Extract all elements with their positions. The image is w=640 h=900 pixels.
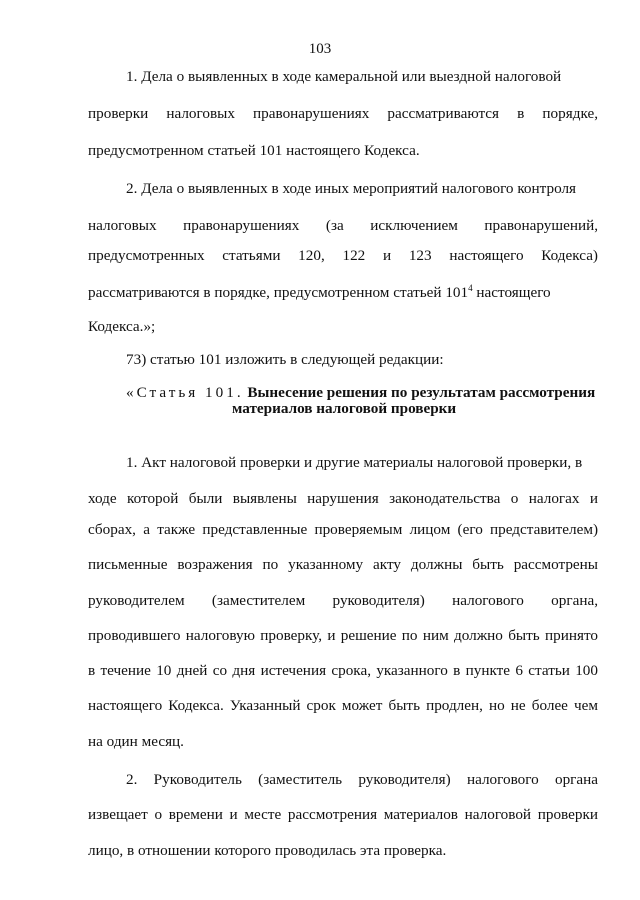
- page-number: 103: [308, 41, 332, 57]
- paragraph-2-line-5: Кодекса.»;: [88, 318, 156, 335]
- paragraph-1-line-2: проверки налоговых правонарушениях рассматриваются в порядке,: [88, 105, 598, 122]
- paragraph-5-line-3: лицо, в отношении которого проводилась эта проверка.: [88, 842, 447, 859]
- paragraph-4-line-2: ходе которой были выявлены нарушения законодательства о налогах и: [88, 490, 598, 507]
- amendment-line: 73) статью 101 изложить в следующей редакции:: [126, 351, 444, 368]
- paragraph-2-line-1: 2. Дела о выявленных в ходе иных мероприятий налогового контроля: [126, 180, 577, 197]
- paragraph-2-line-4: [88, 284, 598, 302]
- article-title-line-2: материалов налоговой проверки: [232, 400, 457, 417]
- paragraph-1-line-1: 1. Дела о выявленных в ходе камеральной или выездной налоговой: [126, 68, 562, 85]
- paragraph-4-line-8: настоящего Кодекса. Указанный срок может быть продлен, но не более чем: [88, 697, 598, 714]
- paragraph-4-line-9: на один месяц.: [88, 733, 184, 750]
- paragraph-2-line-2: налоговых правонарушениях (за исключением правонарушений,: [88, 217, 598, 234]
- paragraph-1-line-3: предусмотренном статьей 101 настоящего Кодекса.: [88, 142, 420, 159]
- article-title-line-1: Вынесение решения по результатам рассмотрения: [247, 384, 596, 401]
- superscript-4: 4: [468, 283, 473, 293]
- paragraph-2-line-4-text-a: рассматриваются в порядке, предусмотренном статьей 101: [88, 284, 469, 301]
- paragraph-4-line-5: руководителем (заместителем руководителя) налогового органа,: [88, 592, 598, 609]
- paragraph-5-line-2: извещает о времени и месте рассмотрения материалов налоговой проверки: [88, 806, 598, 823]
- paragraph-4-line-4: письменные возражения по указанному акту должны быть рассмотрены: [88, 556, 598, 573]
- paragraph-4-line-7: в течение 10 дней со дня истечения срока, указанного в пункте 6 статьи 100: [88, 662, 598, 679]
- paragraph-4-line-3: сборах, а также представленные проверяемым лицом (его представителем): [88, 521, 598, 538]
- paragraph-4-line-6: проводившего налоговую проверку, и решение по ним должно быть принято: [88, 627, 598, 644]
- paragraph-4-line-1: 1. Акт налоговой проверки и другие материалы налоговой проверки, в: [126, 454, 583, 471]
- paragraph-5-line-1: 2. Руководитель (заместитель руководителя) налогового органа: [126, 771, 598, 788]
- paragraph-2-line-3: предусмотренных статьями 120, 122 и 123 настоящего Кодекса): [88, 247, 598, 264]
- article-title-prefix: «Статья 101.: [126, 384, 244, 401]
- paragraph-2-line-4-text-b: настоящего: [472, 284, 551, 301]
